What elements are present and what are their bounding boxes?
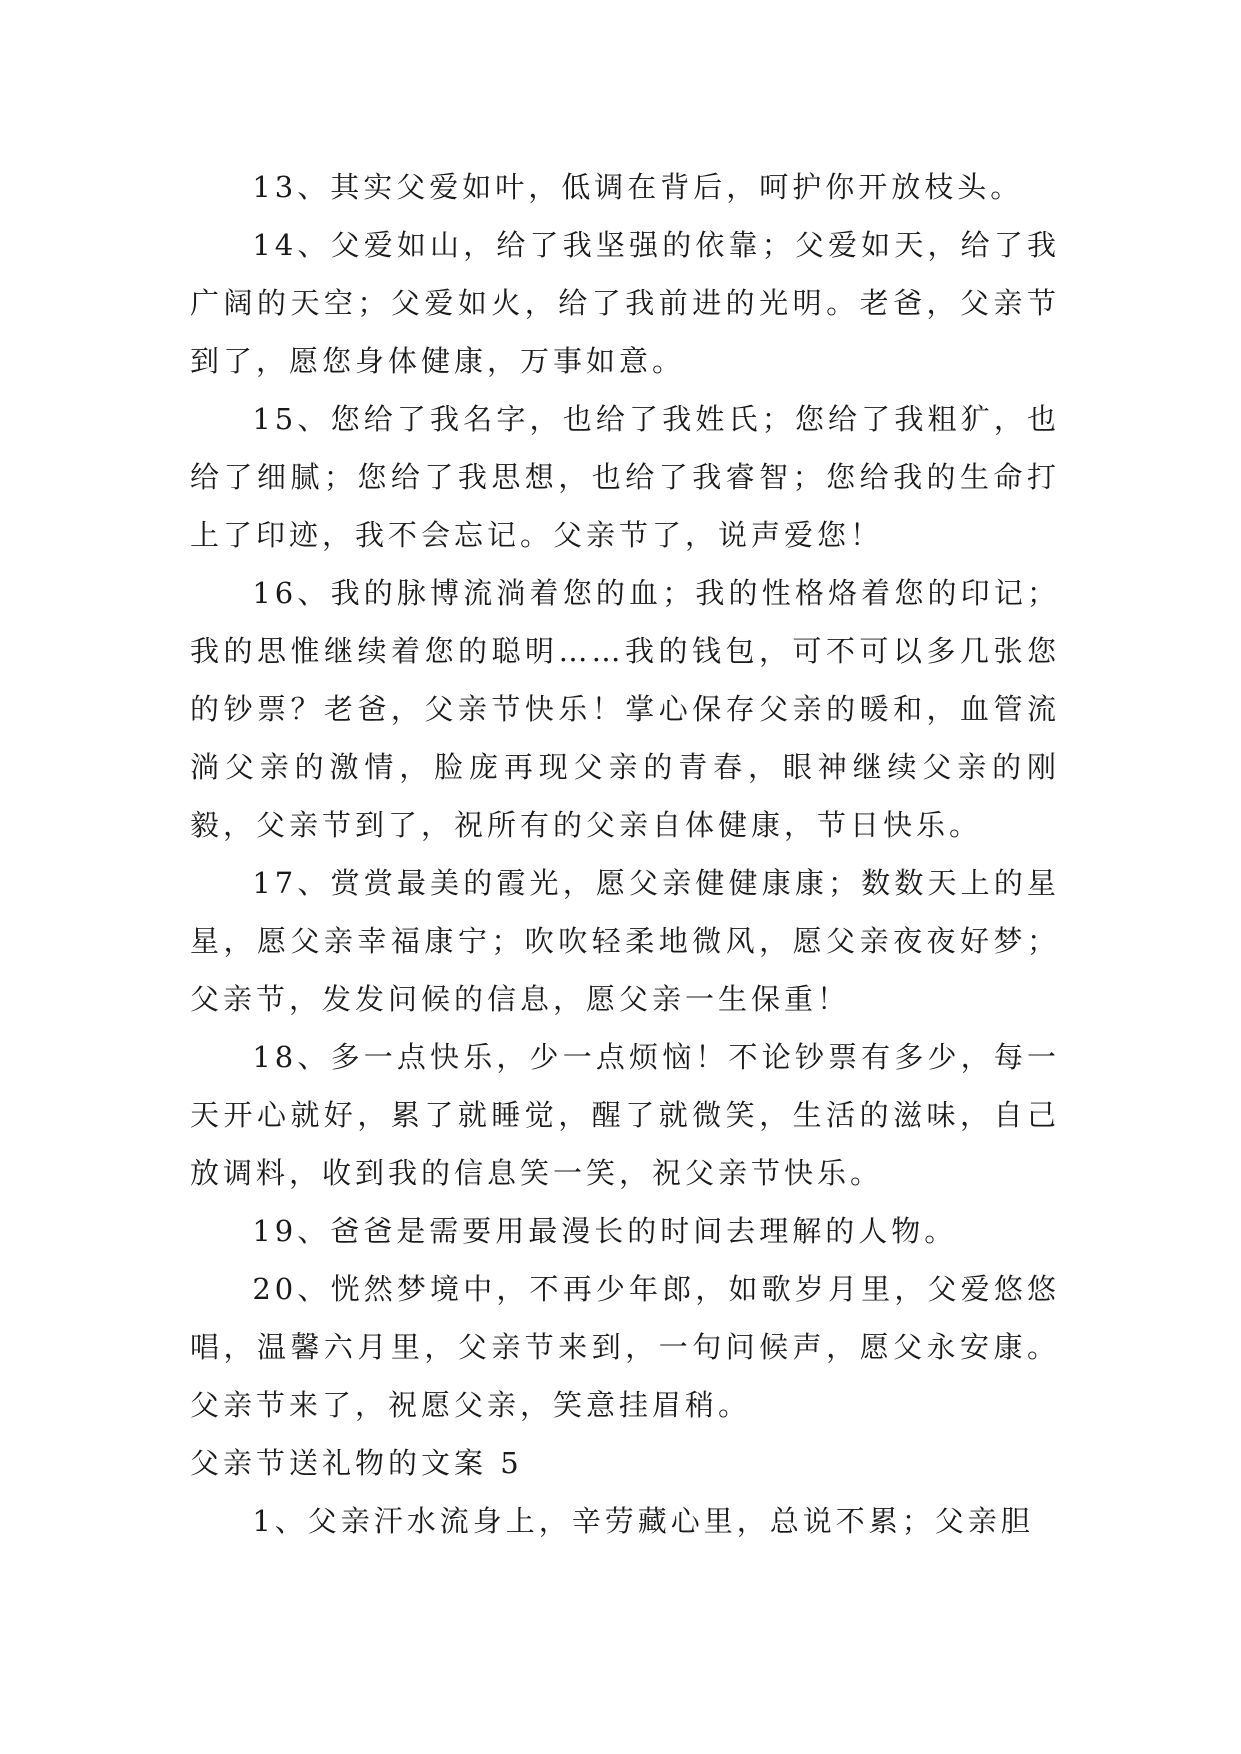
document-body [190,158,1060,1550]
paragraph-13: 13、其实父爱如叶，低调在背后，呵护你开放枝头。 [252,170,1024,204]
section-paragraph-1: 1、父亲汗水流身上，辛劳藏心里，总说不累；父亲胆 [252,1504,1034,1538]
paragraph-16: 16、我的脉博流淌着您的血；我的性格烙着您的印记；我的思惟继续着您的聪明……我的钱包，可不可以多几张您的钞票？老爸，父亲节快乐！掌心保存父亲的暖和，血管流淌父亲的激情，脸庞再现父亲的青春，眼神继续父亲的刚毅，父亲节到了，祝所有的父亲自体健康，节日快乐。 [190,576,1060,842]
paragraph-19: 19、爸爸是需要用最漫长的时间去理解的人物。 [252,1214,958,1248]
paragraph-15: 15、您给了我名字，也给了我姓氏；您给了我粗犷，也给了细腻；您给了我思想，也给了我睿智；您给我的生命打上了印迹，我不会忘记。父亲节了，说声爱您！ [190,402,1060,552]
paragraph-17: 17、赏赏最美的霞光，愿父亲健健康康；数数天上的星星，愿父亲幸福康宁；吹吹轻柔地微风，愿父亲夜夜好梦；父亲节，发发问候的信息，愿父亲一生保重！ [190,866,1060,1016]
paragraph-20: 20、恍然梦境中，不再少年郎，如歌岁月里，父爱悠悠唱，温馨六月里，父亲节来到，一句问候声，愿父永安康。父亲节来了，祝愿父亲，笑意挂眉稍。 [190,1272,1060,1422]
section-heading: 父亲节送礼物的文案 5 [190,1446,523,1480]
paragraph-14: 14、父爱如山，给了我坚强的依靠；父爱如天，给了我广阔的天空；父爱如火，给了我前进的光明。老爸，父亲节到了，愿您身体健康，万事如意。 [190,228,1060,378]
paragraph-18: 18、多一点快乐，少一点烦恼！不论钞票有多少，每一天开心就好，累了就睡觉，醒了就微笑，生活的滋味，自己放调料，收到我的信息笑一笑，祝父亲节快乐。 [190,1040,1060,1190]
